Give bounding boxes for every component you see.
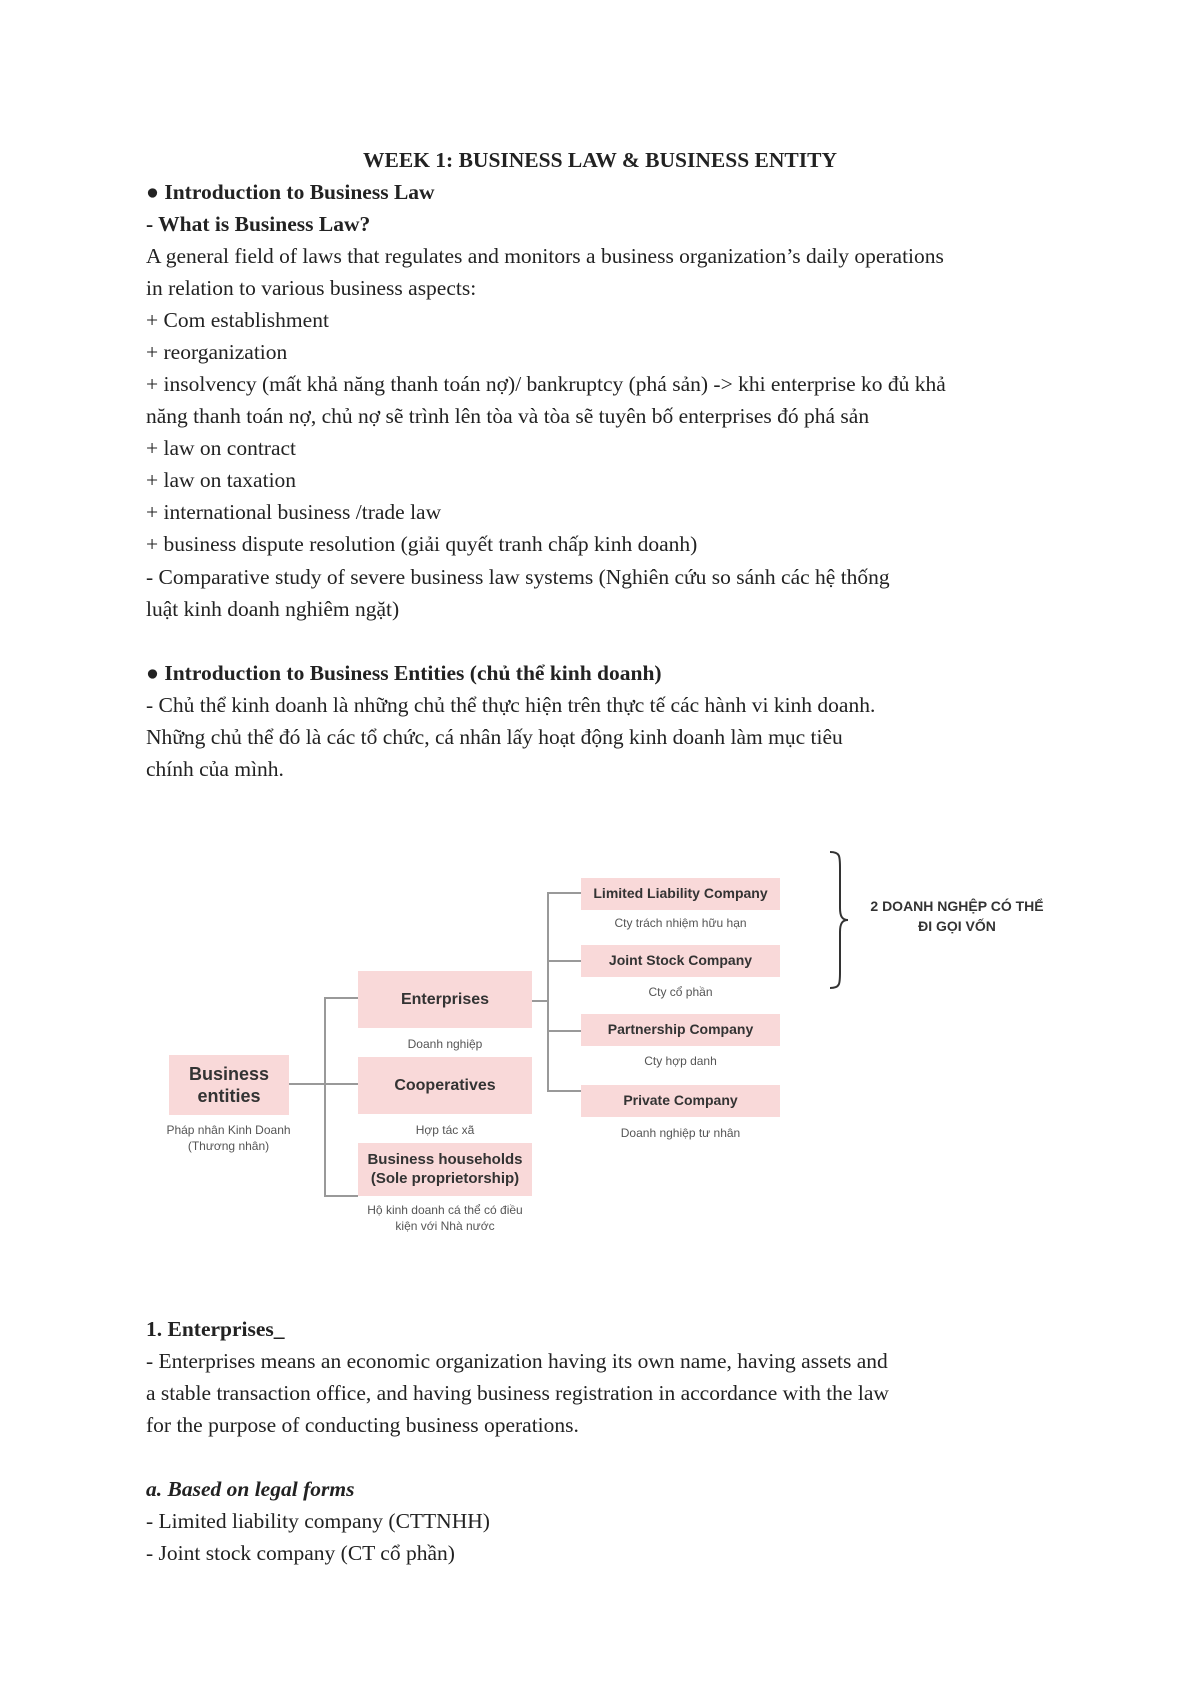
partnership-box	[581, 1014, 780, 1046]
business-entities-sub	[146, 1122, 311, 1154]
section-heading-enterprises: 1. Enterprises_	[146, 1317, 285, 1341]
paragraph-line: A general field of laws that regulates and monitors a business organization’s daily operations	[146, 244, 944, 268]
business-entities-sub-line: (Thương nhân)	[187, 1139, 270, 1154]
capital-note-line: 2 DOANH NGHỆP CÓ THỂ	[870, 898, 1044, 914]
private-company-label: Private Company	[623, 1092, 738, 1109]
cooperatives-label: Cooperatives	[394, 1076, 496, 1094]
list-item: + law on taxation	[146, 468, 297, 492]
business-households-sub-line: kiện với Nhà nước	[395, 1219, 495, 1234]
limited-liability-label: Limited Liability Company	[593, 885, 768, 902]
cooperatives-sub: Hợp tác xã	[415, 1123, 475, 1137]
business-entities-diagram	[146, 840, 1066, 1260]
joint-stock-sub: Cty cổ phần	[648, 985, 713, 999]
paragraph-line: for the purpose of conducting business operations.	[146, 1413, 579, 1437]
business-households-label: Business households	[367, 1150, 523, 1168]
capital-note	[852, 896, 1062, 937]
partnership-sub: Cty hợp danh	[644, 1054, 717, 1068]
paragraph-line: a stable transaction office, and having business registration in accordance with the law	[146, 1381, 889, 1405]
list-item: + business dispute resolution (giải quyết tranh chấp kinh doanh)	[146, 532, 698, 556]
private-company-sub: Doanh nghiệp tư nhân	[620, 1126, 741, 1140]
partnership-label: Partnership Company	[607, 1021, 754, 1038]
question-line: - What is Business Law?	[146, 212, 371, 236]
business-households-label: (Sole proprietorship)	[370, 1169, 520, 1187]
list-item: + insolvency (mất khả năng thanh toán nợ)/ bankruptcy (phá sản) -> khi enterprise ko đủ khả	[146, 372, 946, 396]
connector-line	[324, 1195, 358, 1197]
connector-line	[547, 960, 581, 962]
enterprises-box	[358, 971, 532, 1028]
enterprises-sub: Doanh nghiệp	[407, 1037, 483, 1051]
business-entities-label: Business entities	[188, 1063, 270, 1106]
enterprises-label: Enterprises	[400, 990, 490, 1008]
business-households-box	[358, 1143, 532, 1196]
list-item: + reorganization	[146, 340, 288, 364]
list-item: năng thanh toán nợ, chủ nợ sẽ trình lên tòa và tòa sẽ tuyên bố enterprises đó phá sản	[146, 404, 870, 428]
section-heading-business-entities: ● Introduction to Business Entities (chủ thể kinh doanh)	[146, 661, 662, 685]
list-item: - Limited liability company (CTTNHH)	[146, 1509, 490, 1533]
paragraph-line: chính của mình.	[146, 757, 284, 781]
joint-stock-box	[581, 945, 780, 977]
paragraph-line: in relation to various business aspects:	[146, 276, 477, 300]
page-title: WEEK 1: BUSINESS LAW & BUSINESS ENTITY	[363, 148, 837, 172]
capital-note-line: ĐI GỌI VỐN	[918, 918, 996, 935]
connector-line	[324, 997, 358, 999]
limited-liability-sub: Cty trách nhiệm hữu hạn	[614, 916, 747, 930]
cooperatives-box	[358, 1057, 532, 1114]
joint-stock-label: Joint Stock Company	[608, 952, 753, 969]
connector-line	[547, 892, 581, 894]
private-company-box	[581, 1085, 780, 1117]
list-item: + international business /trade law	[146, 500, 442, 524]
section-heading-business-law: ● Introduction to Business Law	[146, 180, 435, 204]
list-item: luật kinh doanh nghiêm ngặt)	[146, 597, 400, 621]
connector-line	[547, 1090, 581, 1092]
business-entities-box	[169, 1055, 289, 1115]
connector-line	[324, 1083, 358, 1085]
list-item: - Comparative study of severe business law systems (Nghiên cứu so sánh các hệ thống	[146, 565, 890, 589]
business-households-sub	[336, 1202, 554, 1234]
connector-line	[547, 892, 549, 1092]
connector-line	[324, 997, 326, 1197]
list-item: - Joint stock company (CT cổ phần)	[146, 1541, 455, 1565]
list-item: + Com establishment	[146, 308, 329, 332]
connector-line	[288, 1083, 326, 1085]
connector-line	[532, 1000, 548, 1002]
paragraph-line: Những chủ thể đó là các tổ chức, cá nhân lấy hoạt động kinh doanh làm mục tiêu	[146, 725, 843, 749]
limited-liability-box	[581, 878, 780, 910]
business-entities-sub-line: Pháp nhân Kinh Doanh	[166, 1123, 291, 1137]
paragraph-line: - Enterprises means an economic organization having its own name, having assets and	[146, 1349, 888, 1373]
list-item: + law on contract	[146, 436, 297, 460]
subheading-legal-forms: a. Based on legal forms	[146, 1477, 355, 1501]
curly-brace-icon	[826, 850, 852, 990]
business-households-sub-line: Hộ kinh doanh cá thể có điều	[367, 1203, 523, 1217]
connector-line	[547, 1030, 581, 1032]
paragraph-line: - Chủ thể kinh doanh là những chủ thể thực hiện trên thực tế các hành vi kinh doanh.	[146, 693, 876, 717]
